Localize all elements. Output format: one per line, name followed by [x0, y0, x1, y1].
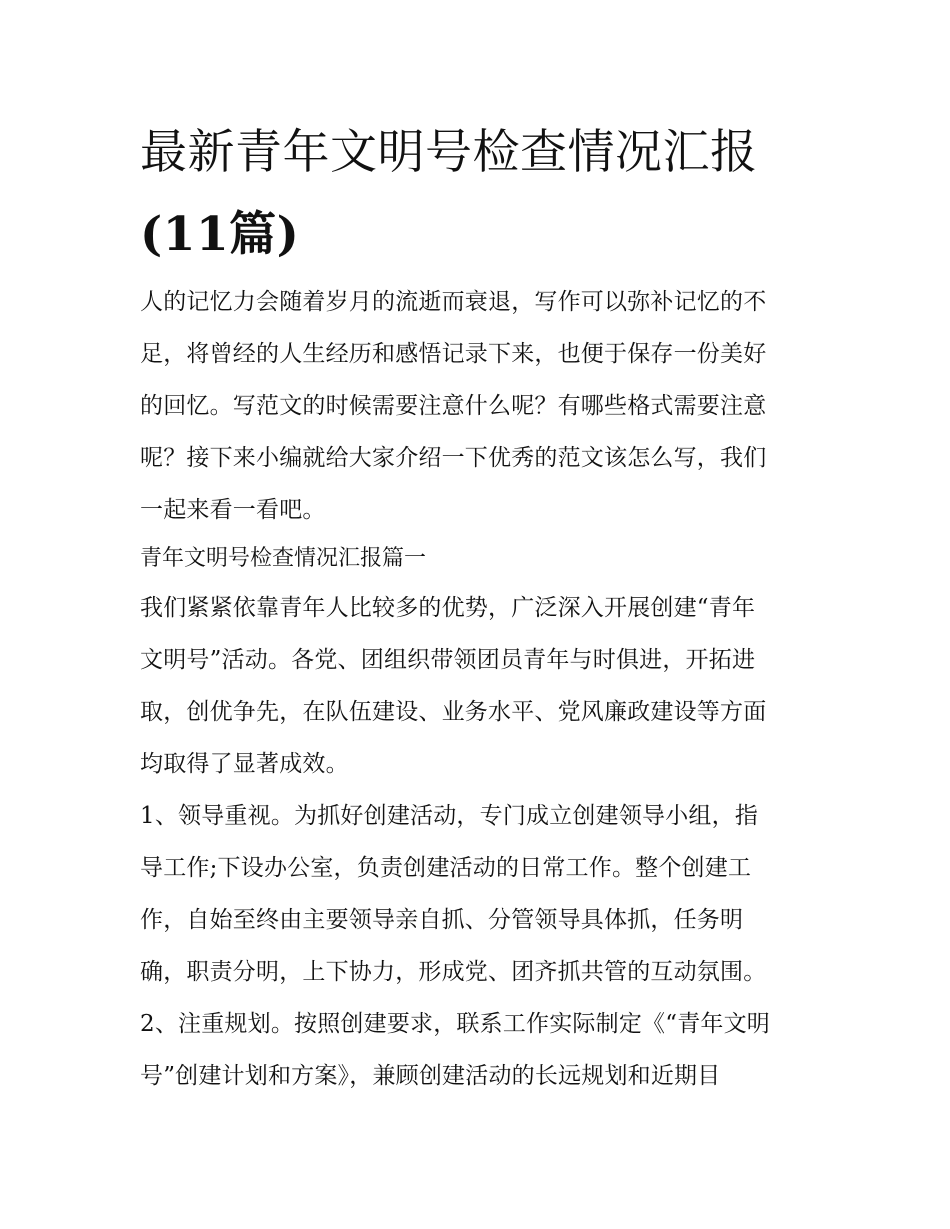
list-item-line: 作，自始至终由主要领导亲自抓、分管领导具体抓，任务明 [140, 907, 744, 933]
document-title [140, 112, 812, 276]
list-item-2 [140, 998, 812, 1102]
body-line: 我们紧紧依靠青年人比较多的优势，广泛深入开展创建“青年 [140, 595, 756, 621]
intro-paragraph [140, 276, 812, 536]
body-line: 文明号”活动。各党、团组织带领团员青年与时俱进，开拓进 [140, 647, 756, 673]
body-line: 均取得了显著成效。 [140, 751, 349, 777]
intro-line: 的回忆。写范文的时候需要注意什么呢？有哪些格式需要注意 [140, 393, 767, 419]
title-line-1: 最新青年文明号检查情况汇报 [140, 125, 758, 180]
body-paragraph-1 [140, 582, 812, 790]
intro-line: 一起来看一看吧。 [140, 497, 326, 523]
title-line-2: (11篇) [140, 207, 300, 262]
list-item-line: 1、领导重视。为抓好创建活动，专门成立创建领导小组，指 [140, 803, 759, 829]
body-line: 取，创优争先，在队伍建设、业务水平、党风廉政建设等方面 [140, 699, 767, 725]
list-item-line: 2、注重规划。按照创建要求，联系工作实际制定《“青年文明 [140, 1011, 770, 1037]
intro-line: 呢？接下来小编就给大家介绍一下优秀的范文该怎么写，我们 [140, 445, 767, 471]
intro-line: 人的记忆力会随着岁月的流逝而衰退，写作可以弥补记忆的不 [140, 289, 767, 315]
list-item-1 [140, 790, 812, 998]
list-item-line: 确，职责分明，上下协力，形成党、团齐抓共管的互动氛围。 [140, 959, 767, 985]
list-item-line: 导工作;下设办公室，负责创建活动的日常工作。整个创建工 [140, 855, 752, 881]
document-content [140, 112, 812, 1102]
intro-line: 足，将曾经的人生经历和感悟记录下来，也便于保存一份美好 [140, 341, 767, 367]
section-heading: 青年文明号检查情况汇报篇一 [140, 546, 427, 571]
list-item-line: 号”创建计划和方案》，兼顾创建活动的长远规划和近期目 [140, 1063, 721, 1089]
